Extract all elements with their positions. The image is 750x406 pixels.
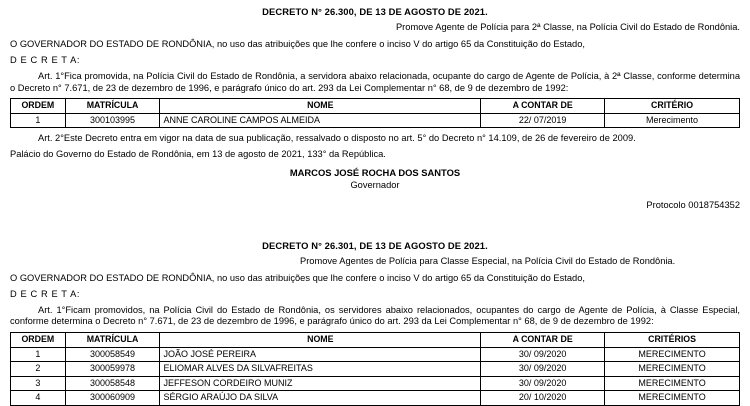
cell-nome: ELIOMAR ALVES DA SILVAFREITAS — [160, 362, 481, 377]
table-row — [11, 347, 740, 362]
cell-matricula: 300103995 — [65, 113, 160, 128]
cell-criterios: MERECIMENTO — [605, 362, 740, 377]
decree-1-article-2: Art. 2°Este Decreto entra em vigor na data de sua publicação, ressalvado o disposto no art. 5° do Decreto n° 14.109, de 26 de fevereiro de 2009. — [38, 133, 636, 144]
cell-matricula: 300058549 — [65, 347, 160, 362]
cell-a-contar-de: 20/ 10/2020 — [481, 391, 605, 406]
column-header-criterio: CRITÉRIO — [605, 99, 740, 113]
column-header-a-contar-de: A CONTAR DE — [481, 99, 605, 113]
table-row — [11, 391, 740, 406]
column-header-nome: NOME — [160, 99, 481, 113]
column-header-matricula: MATRÍCULA — [65, 99, 160, 113]
decree-1-article-1: Art. 1°Fica promovida, na Polícia Civil do Estado de Rondônia, a servidora abaixo relacionada, ocupante do cargo de Agente de Polícia, à 2ª Classe, conforme determina o Decreto n° 7.671, de 23 de dezembro de 1996, e parágrafo único do art. 293 da Lei Complementar n° 68, de 9 de dezembro de 1992: — [10, 70, 740, 93]
cell-criterios: MERECIMENTO — [605, 347, 740, 362]
cell-criterios: MERECIMENTO — [605, 391, 740, 406]
column-header-ordem: ORDEM — [11, 99, 66, 113]
column-header-a-contar-de: A CONTAR DE — [481, 333, 605, 347]
cell-ordem: 1 — [11, 113, 66, 128]
decree-1-protocol: Protocolo 0018754352 — [646, 199, 740, 210]
decree-2-summary: Promove Agentes de Polícia para Classe Especial, na Polícia Civil do Estado de Rondônia. — [300, 255, 676, 266]
decree-2-title: DECRETO N° 26.301, DE 13 DE AGOSTO DE 2021. — [262, 239, 488, 251]
decree-2-table — [10, 332, 740, 405]
column-header-criterios: CRITÉRIOS — [605, 333, 740, 347]
table-header-row — [11, 333, 740, 347]
table-row — [11, 376, 740, 391]
decree-1-summary: Promove Agente de Polícia para 2ª Classe, na Polícia Civil do Estado de Rondônia. — [395, 22, 740, 33]
cell-criterios: MERECIMENTO — [605, 376, 740, 391]
cell-a-contar-de: 30/ 09/2020 — [481, 376, 605, 391]
table-row — [11, 362, 740, 377]
decree-1-title: DECRETO N° 26.300, DE 13 DE AGOSTO DE 2021. — [262, 6, 488, 17]
decree-2-decreta: D E C R E T A: — [10, 288, 81, 299]
column-header-matricula: MATRÍCULA — [65, 333, 160, 347]
cell-criterio: Merecimento — [605, 113, 740, 128]
decree-2-governor-line: O GOVERNADOR DO ESTADO DE RONDÔNIA, no uso das atribuições que lhe confere o inciso V do artigo 65 da Constituição do Estado, — [10, 272, 585, 283]
cell-ordem: 2 — [11, 362, 66, 377]
decree-1-governor-line: O GOVERNADOR DO ESTADO DE RONDÔNIA, no uso das atribuições que lhe confere o inciso V do artigo 65 da Constituição do Estado, — [10, 38, 585, 49]
cell-a-contar-de: 22/ 07/2019 — [481, 113, 605, 128]
cell-ordem: 3 — [11, 376, 66, 391]
decree-1-signature-role: Governador — [350, 180, 400, 191]
cell-nome: ANNE CAROLINE CAMPOS ALMEIDA — [160, 113, 481, 128]
table-row — [11, 113, 740, 128]
cell-matricula: 300060909 — [65, 391, 160, 406]
cell-matricula: 300059978 — [65, 362, 160, 377]
decree-1-table — [10, 98, 740, 128]
column-header-nome: NOME — [160, 333, 481, 347]
decree-1-signature-name: MARCOS JOSÉ ROCHA DOS SANTOS — [289, 167, 461, 179]
cell-ordem: 4 — [11, 391, 66, 406]
decree-1-palace-line: Palácio do Governo do Estado de Rondônia, em 13 de agosto de 2021, 133° da República. — [10, 149, 386, 160]
cell-ordem: 1 — [11, 347, 66, 362]
decree-1-decreta: D E C R E T A: — [10, 54, 81, 65]
decree-2-article-1: Art. 1°Ficam promovidos, na Polícia Civil do Estado de Rondônia, os servidores abaixo relacionados, ocupantes do cargo de Agente de Polícia, à Classe Especial, conforme determina o Decreto n° 7.671, de 23 de dezembro de 1996, e parágrafo único do art. 293 da Lei Complementar n° 68, de 9 de dezembro de 1992: — [10, 304, 740, 327]
cell-matricula: 300058548 — [65, 376, 160, 391]
cell-nome: JOÃO JOSÉ PEREIRA — [160, 347, 481, 362]
decree-2-section — [0, 234, 750, 406]
table-header-row — [11, 99, 740, 113]
section-divider — [0, 212, 750, 234]
column-header-ordem: ORDEM — [11, 333, 66, 347]
cell-nome: SÉRGIO ARAÚJO DA SILVA — [160, 391, 481, 406]
cell-nome: JEFFESON CORDEIRO MUNIZ — [160, 376, 481, 391]
cell-a-contar-de: 30/ 09/2020 — [481, 347, 605, 362]
cell-a-contar-de: 30/ 09/2020 — [481, 362, 605, 377]
